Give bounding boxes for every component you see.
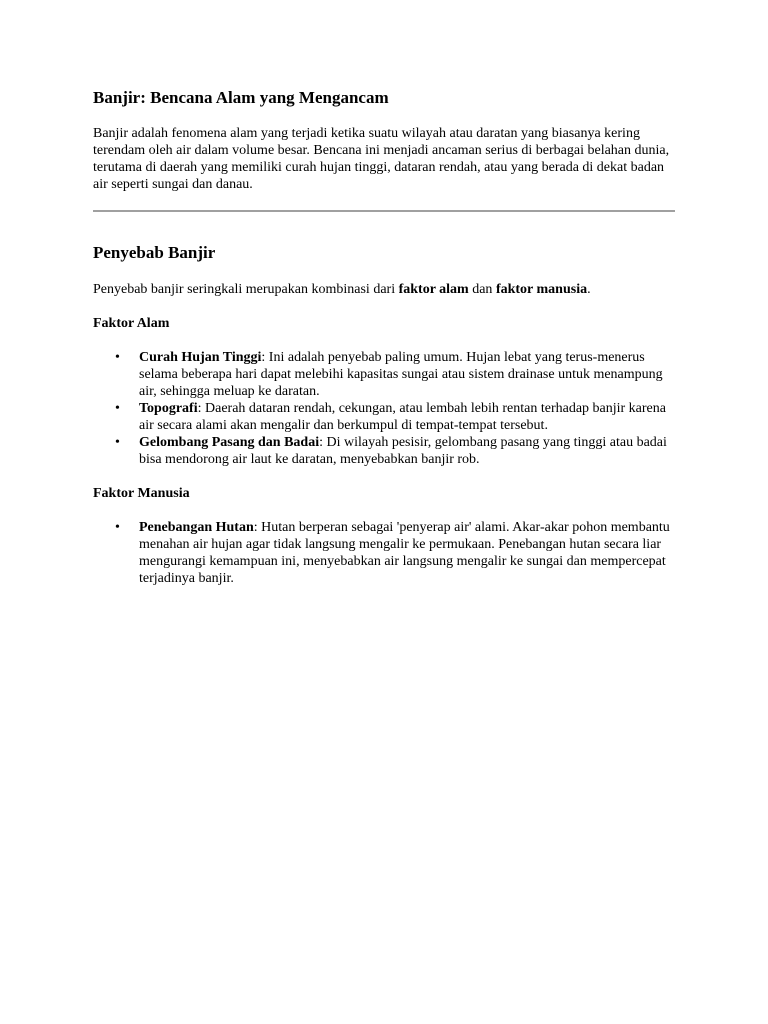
human-factors-list <box>93 519 675 587</box>
sub-heading-faktor-manusia: Faktor Manusia <box>93 486 190 501</box>
list-item <box>93 400 675 434</box>
list-item-desc: : Hutan berperan sebagai 'penyerap air' alami. Akar-akar pohon membantu menahan air hujan agar tidak langsung mengalir ke permukaan. Penebangan hutan secara liar mengurangi kemampuan ini, menyebabkan air langsung mengalir ke sungai dan mempercepat terjadinya banjir. <box>139 520 670 586</box>
list-item-term: Curah Hujan Tinggi <box>139 350 262 365</box>
causes-intro-prefix: Penyebab banjir seringkali merupakan kombinasi dari <box>93 282 399 297</box>
sub-heading-faktor-alam: Faktor Alam <box>93 316 170 331</box>
causes-intro-suffix: . <box>587 282 591 297</box>
bullet-icon: • <box>115 350 120 365</box>
document-title: Banjir: Bencana Alam yang Mengancam <box>93 88 389 107</box>
list-item-desc: : Di wilayah pesisir, gelombang pasang yang tinggi atau badai bisa mendorong air laut ke daratan, menyebabkan banjir rob. <box>139 435 667 467</box>
document-page <box>93 88 675 604</box>
list-item-term: Penebangan Hutan <box>139 520 254 535</box>
list-item-term: Topografi <box>139 401 198 416</box>
list-item <box>93 434 675 468</box>
natural-factors-list <box>93 349 675 468</box>
list-item <box>93 349 675 400</box>
causes-intro-mid: dan <box>468 282 496 297</box>
list-item-term: Gelombang Pasang dan Badai <box>139 435 320 450</box>
causes-intro-paragraph <box>93 281 675 298</box>
section-divider <box>93 210 675 212</box>
intro-paragraph: Banjir adalah fenomena alam yang terjadi ketika suatu wilayah atau daratan yang biasanya kering terendam oleh air dalam volume besar. Bencana ini menjadi ancaman serius di berbagai belahan dunia, terutama di daerah yang memiliki curah hujan tinggi, dataran rendah, atau yang berada di dekat badan air seperti sungai dan danau. <box>93 126 670 192</box>
list-item-desc: : Ini adalah penyebab paling umum. Hujan lebat yang terus-menerus selama beberapa hari dapat melebihi kapasitas sungai atau sistem drainase untuk menampung air, sehingga meluap ke daratan. <box>139 350 663 399</box>
list-item <box>93 519 675 587</box>
causes-intro-bold-natural: faktor alam <box>398 282 469 297</box>
causes-intro-bold-human: faktor manusia <box>495 282 588 297</box>
bullet-icon: • <box>115 520 120 535</box>
list-item-desc: : Daerah dataran rendah, cekungan, atau lembah lebih rentan terhadap banjir karena air secara alami akan mengalir dan berkumpul di tempat-tempat tersebut. <box>139 401 666 433</box>
bullet-icon: • <box>115 401 120 416</box>
section-heading-penyebab: Penyebab Banjir <box>93 243 216 262</box>
bullet-icon: • <box>115 435 120 450</box>
